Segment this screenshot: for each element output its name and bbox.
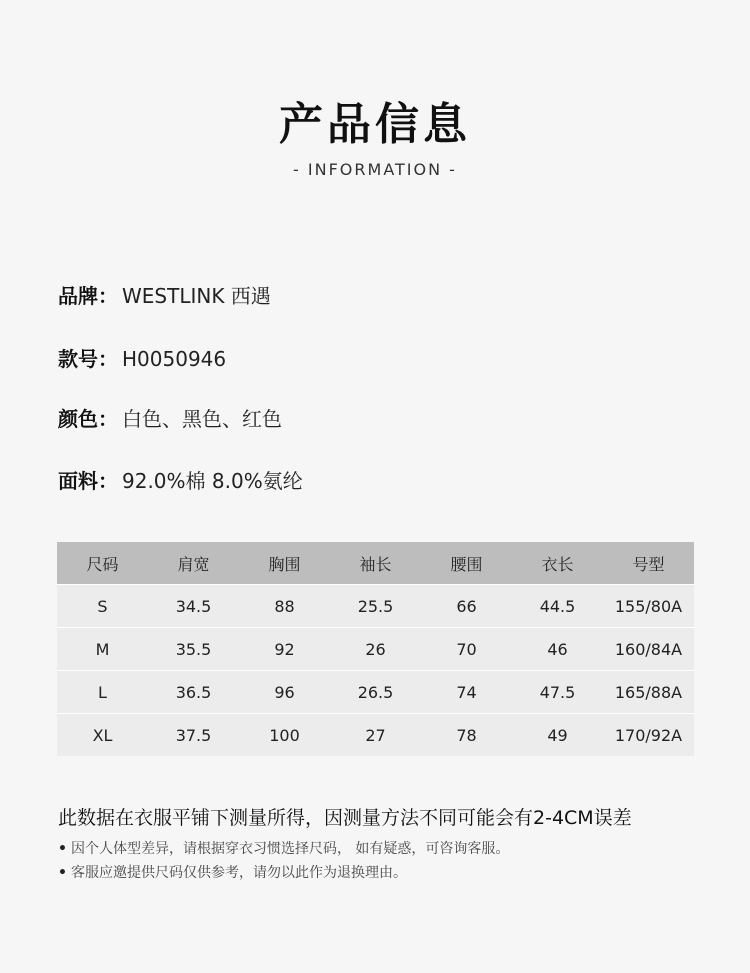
- table-cell: 37.5: [148, 714, 239, 757]
- header-fit: 号型: [603, 542, 694, 585]
- bullet-icon: •: [58, 865, 67, 881]
- header-chest: 胸围: [239, 542, 330, 585]
- header-sleeve: 袖长: [330, 542, 421, 585]
- table-cell: 165/88A: [603, 671, 694, 714]
- table-row: [57, 585, 694, 628]
- table-header-row: [57, 542, 694, 585]
- table-cell: 25.5: [330, 585, 421, 628]
- header-shoulder: 肩宽: [148, 542, 239, 585]
- brand-value: WESTLINK 西遇: [122, 284, 271, 308]
- header-size: 尺码: [57, 542, 148, 585]
- page-title: 产品信息: [279, 99, 471, 150]
- color-label: 颜色：: [58, 407, 118, 431]
- info-color: [58, 403, 282, 432]
- style-number-value: H0050946: [122, 347, 227, 371]
- table-cell: L: [57, 671, 148, 714]
- bullet-icon: •: [58, 841, 67, 857]
- fabric-value: 92.0%棉 8.0%氨纶: [122, 469, 303, 493]
- table-cell: 155/80A: [603, 585, 694, 628]
- table-cell: 74: [421, 671, 512, 714]
- note-text: 客服应邀提供尺码仅供参考，请勿以此作为退换理由。: [70, 865, 407, 881]
- info-fabric: [58, 465, 303, 494]
- table-cell: 44.5: [512, 585, 603, 628]
- table-cell: XL: [57, 714, 148, 757]
- table-cell: 66: [421, 585, 512, 628]
- table-cell: 170/92A: [603, 714, 694, 757]
- table-cell: 26: [330, 628, 421, 671]
- table-row: [57, 671, 694, 714]
- table-cell: 47.5: [512, 671, 603, 714]
- table-cell: 49: [512, 714, 603, 757]
- table-cell: 78: [421, 714, 512, 757]
- table-row: [57, 628, 694, 671]
- page-subtitle: - INFORMATION -: [293, 160, 457, 179]
- size-chart-table: [57, 542, 694, 756]
- measurement-note: 此数据在衣服平铺下测量所得，因测量方法不同可能会有2-4CM误差: [58, 807, 632, 829]
- table-cell: 27: [330, 714, 421, 757]
- note-item: [58, 838, 509, 858]
- table-row: [57, 714, 694, 757]
- brand-label: 品牌：: [58, 284, 118, 308]
- table-cell: M: [57, 628, 148, 671]
- table-cell: 26.5: [330, 671, 421, 714]
- style-number-label: 款号：: [58, 347, 118, 371]
- table-cell: 35.5: [148, 628, 239, 671]
- table-cell: 34.5: [148, 585, 239, 628]
- table-cell: 46: [512, 628, 603, 671]
- info-style-number: [58, 343, 226, 372]
- note-text: 因个人体型差异，请根据穿衣习惯选择尺码， 如有疑惑，可咨询客服。: [70, 841, 510, 857]
- table-cell: 100: [239, 714, 330, 757]
- note-item: [58, 862, 407, 882]
- header-length: 衣长: [512, 542, 603, 585]
- table-cell: 36.5: [148, 671, 239, 714]
- table-cell: 92: [239, 628, 330, 671]
- header-waist: 腰围: [421, 542, 512, 585]
- table-cell: 96: [239, 671, 330, 714]
- info-brand: [58, 280, 271, 309]
- table-cell: S: [57, 585, 148, 628]
- table-cell: 70: [421, 628, 512, 671]
- table-cell: 160/84A: [603, 628, 694, 671]
- color-value: 白色、黑色、红色: [122, 407, 282, 431]
- table-cell: 88: [239, 585, 330, 628]
- fabric-label: 面料：: [58, 469, 118, 493]
